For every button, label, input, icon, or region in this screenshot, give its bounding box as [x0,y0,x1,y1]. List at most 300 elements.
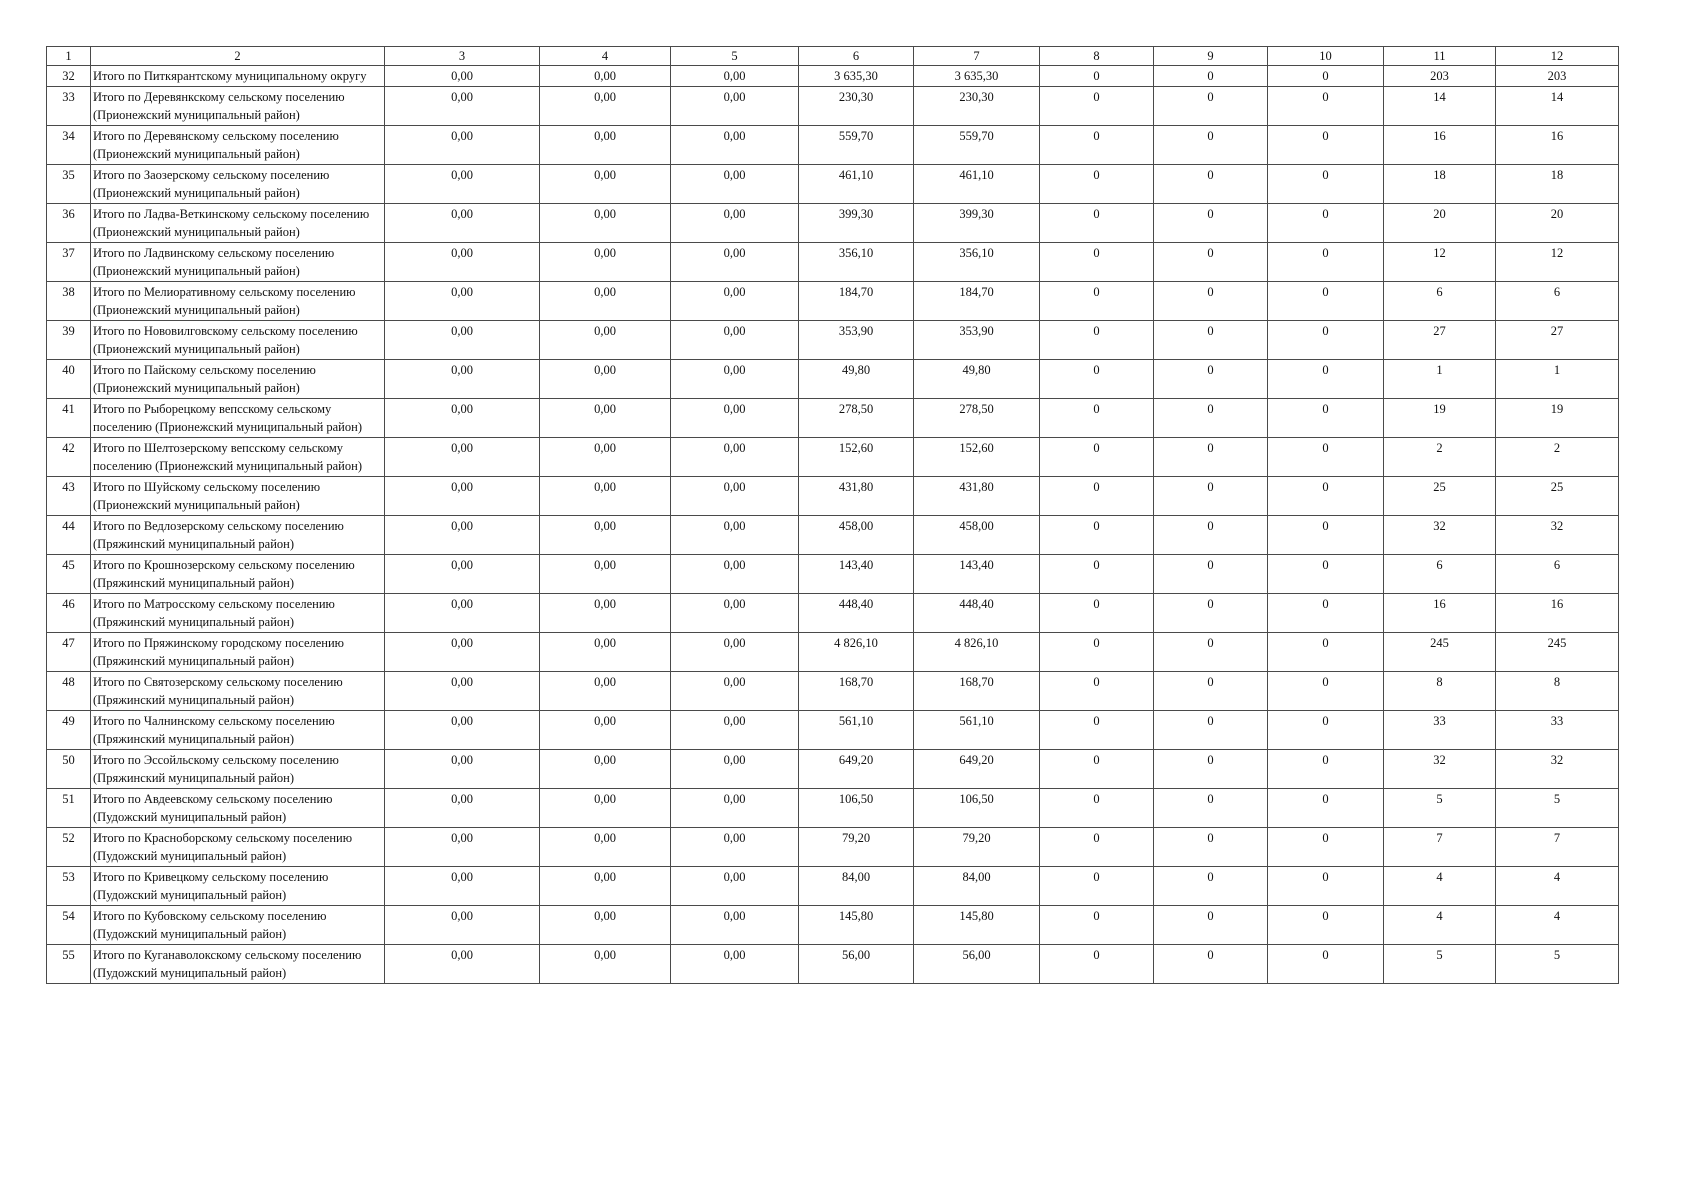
row-number: 44 [47,516,91,555]
row-number: 55 [47,945,91,984]
cell-col-10: 0 [1268,282,1384,321]
cell-col-11: 18 [1384,165,1496,204]
cell-col-4: 0,00 [540,945,671,984]
cell-col-5: 0,00 [671,282,799,321]
cell-col-7: 84,00 [914,867,1040,906]
row-name: Итого по Деревянкскому сельскому поселению (Прионежский муниципальный район) [91,87,385,126]
cell-col-3: 0,00 [385,594,540,633]
cell-col-12: 32 [1496,750,1619,789]
cell-col-10: 0 [1268,945,1384,984]
cell-col-8: 0 [1040,594,1154,633]
cell-col-5: 0,00 [671,438,799,477]
cell-col-5: 0,00 [671,360,799,399]
row-name: Итого по Крошнозерскому сельскому поселению (Пряжинский муниципальный район) [91,555,385,594]
cell-col-7: 458,00 [914,516,1040,555]
row-number: 54 [47,906,91,945]
cell-col-11: 33 [1384,711,1496,750]
cell-col-3: 0,00 [385,906,540,945]
cell-col-6: 152,60 [799,438,914,477]
cell-col-4: 0,00 [540,243,671,282]
row-name: Итого по Святозерскому сельскому поселению (Пряжинский муниципальный район) [91,672,385,711]
cell-col-6: 145,80 [799,906,914,945]
cell-col-6: 448,40 [799,594,914,633]
cell-col-4: 0,00 [540,594,671,633]
column-header-3: 3 [385,47,540,66]
column-header-11: 11 [1384,47,1496,66]
cell-col-10: 0 [1268,516,1384,555]
row-name: Итого по Нововилговскому сельскому поселению (Прионежский муниципальный район) [91,321,385,360]
table-row [47,126,1619,165]
cell-col-4: 0,00 [540,360,671,399]
cell-col-6: 56,00 [799,945,914,984]
cell-col-5: 0,00 [671,555,799,594]
cell-col-12: 5 [1496,945,1619,984]
cell-col-10: 0 [1268,633,1384,672]
table-row [47,750,1619,789]
cell-col-8: 0 [1040,438,1154,477]
table-row [47,711,1619,750]
cell-col-4: 0,00 [540,477,671,516]
cell-col-10: 0 [1268,594,1384,633]
cell-col-4: 0,00 [540,789,671,828]
cell-col-5: 0,00 [671,204,799,243]
cell-col-5: 0,00 [671,243,799,282]
cell-col-8: 0 [1040,204,1154,243]
cell-col-11: 1 [1384,360,1496,399]
cell-col-4: 0,00 [540,66,671,87]
cell-col-8: 0 [1040,867,1154,906]
row-number: 35 [47,165,91,204]
cell-col-3: 0,00 [385,477,540,516]
cell-col-6: 106,50 [799,789,914,828]
cell-col-11: 4 [1384,867,1496,906]
row-name: Итого по Пайскому сельскому поселению (Прионежский муниципальный район) [91,360,385,399]
cell-col-9: 0 [1154,282,1268,321]
row-number: 36 [47,204,91,243]
cell-col-12: 245 [1496,633,1619,672]
cell-col-8: 0 [1040,750,1154,789]
cell-col-6: 4 826,10 [799,633,914,672]
cell-col-4: 0,00 [540,399,671,438]
row-number: 49 [47,711,91,750]
cell-col-4: 0,00 [540,633,671,672]
table-row [47,516,1619,555]
cell-col-4: 0,00 [540,750,671,789]
row-name: Итого по Красноборскому сельскому поселению (Пудожский муниципальный район) [91,828,385,867]
cell-col-6: 168,70 [799,672,914,711]
cell-col-3: 0,00 [385,828,540,867]
row-number: 33 [47,87,91,126]
cell-col-11: 25 [1384,477,1496,516]
row-number: 34 [47,126,91,165]
cell-col-8: 0 [1040,243,1154,282]
cell-col-5: 0,00 [671,828,799,867]
cell-col-4: 0,00 [540,516,671,555]
cell-col-3: 0,00 [385,165,540,204]
cell-col-12: 203 [1496,66,1619,87]
cell-col-7: 184,70 [914,282,1040,321]
cell-col-7: 143,40 [914,555,1040,594]
cell-col-5: 0,00 [671,66,799,87]
cell-col-6: 649,20 [799,750,914,789]
cell-col-12: 19 [1496,399,1619,438]
cell-col-7: 4 826,10 [914,633,1040,672]
cell-col-4: 0,00 [540,672,671,711]
table-body [47,66,1619,984]
cell-col-3: 0,00 [385,750,540,789]
cell-col-10: 0 [1268,438,1384,477]
table-row [47,438,1619,477]
row-name: Итого по Мелиоративному сельскому поселению (Прионежский муниципальный район) [91,282,385,321]
row-name: Итого по Питкярантскому муниципальному округу [91,66,385,87]
table-header [47,47,1619,66]
cell-col-8: 0 [1040,87,1154,126]
row-name: Итого по Ладва-Веткинскому сельскому поселению (Прионежский муниципальный район) [91,204,385,243]
cell-col-11: 6 [1384,555,1496,594]
cell-col-12: 4 [1496,867,1619,906]
cell-col-5: 0,00 [671,789,799,828]
cell-col-8: 0 [1040,399,1154,438]
row-number: 52 [47,828,91,867]
cell-col-12: 33 [1496,711,1619,750]
cell-col-12: 25 [1496,477,1619,516]
cell-col-6: 431,80 [799,477,914,516]
cell-col-9: 0 [1154,633,1268,672]
cell-col-7: 561,10 [914,711,1040,750]
row-number: 37 [47,243,91,282]
cell-col-6: 458,00 [799,516,914,555]
cell-col-10: 0 [1268,672,1384,711]
cell-col-9: 0 [1154,750,1268,789]
cell-col-4: 0,00 [540,204,671,243]
cell-col-10: 0 [1268,126,1384,165]
row-number: 45 [47,555,91,594]
cell-col-11: 19 [1384,399,1496,438]
cell-col-10: 0 [1268,477,1384,516]
column-header-12: 12 [1496,47,1619,66]
cell-col-3: 0,00 [385,399,540,438]
cell-col-7: 353,90 [914,321,1040,360]
cell-col-8: 0 [1040,672,1154,711]
table-row [47,243,1619,282]
cell-col-9: 0 [1154,165,1268,204]
cell-col-9: 0 [1154,594,1268,633]
column-header-6: 6 [799,47,914,66]
cell-col-10: 0 [1268,87,1384,126]
cell-col-7: 278,50 [914,399,1040,438]
cell-col-12: 4 [1496,906,1619,945]
cell-col-12: 6 [1496,282,1619,321]
cell-col-3: 0,00 [385,438,540,477]
cell-col-3: 0,00 [385,321,540,360]
row-number: 48 [47,672,91,711]
cell-col-4: 0,00 [540,282,671,321]
cell-col-6: 353,90 [799,321,914,360]
cell-col-3: 0,00 [385,867,540,906]
cell-col-7: 49,80 [914,360,1040,399]
cell-col-12: 8 [1496,672,1619,711]
cell-col-12: 6 [1496,555,1619,594]
cell-col-9: 0 [1154,516,1268,555]
cell-col-6: 278,50 [799,399,914,438]
row-number: 43 [47,477,91,516]
cell-col-12: 5 [1496,789,1619,828]
cell-col-4: 0,00 [540,126,671,165]
cell-col-10: 0 [1268,555,1384,594]
cell-col-3: 0,00 [385,789,540,828]
row-name: Итого по Ладвинскому сельскому поселению (Прионежский муниципальный район) [91,243,385,282]
cell-col-3: 0,00 [385,126,540,165]
row-name: Итого по Заозерскому сельскому поселению (Прионежский муниципальный район) [91,165,385,204]
cell-col-12: 32 [1496,516,1619,555]
table-row [47,906,1619,945]
cell-col-8: 0 [1040,633,1154,672]
cell-col-10: 0 [1268,867,1384,906]
row-name: Итого по Пряжинскому городскому поселению (Пряжинский муниципальный район) [91,633,385,672]
table-row [47,945,1619,984]
cell-col-8: 0 [1040,711,1154,750]
cell-col-4: 0,00 [540,867,671,906]
column-header-4: 4 [540,47,671,66]
cell-col-5: 0,00 [671,711,799,750]
cell-col-6: 84,00 [799,867,914,906]
cell-col-11: 6 [1384,282,1496,321]
row-name: Итого по Кривецкому сельскому поселению (Пудожский муниципальный район) [91,867,385,906]
cell-col-5: 0,00 [671,126,799,165]
column-header-7: 7 [914,47,1040,66]
cell-col-12: 14 [1496,87,1619,126]
row-number: 41 [47,399,91,438]
cell-col-11: 12 [1384,243,1496,282]
cell-col-7: 431,80 [914,477,1040,516]
cell-col-11: 4 [1384,906,1496,945]
cell-col-10: 0 [1268,750,1384,789]
cell-col-8: 0 [1040,789,1154,828]
cell-col-8: 0 [1040,321,1154,360]
cell-col-5: 0,00 [671,87,799,126]
cell-col-10: 0 [1268,789,1384,828]
cell-col-7: 559,70 [914,126,1040,165]
row-name: Итого по Авдеевскому сельскому поселению (Пудожский муниципальный район) [91,789,385,828]
cell-col-10: 0 [1268,360,1384,399]
row-number: 32 [47,66,91,87]
cell-col-11: 5 [1384,945,1496,984]
cell-col-3: 0,00 [385,516,540,555]
cell-col-3: 0,00 [385,243,540,282]
table-row [47,672,1619,711]
cell-col-9: 0 [1154,399,1268,438]
row-name: Итого по Шелтозерскому вепсскому сельскому поселению (Прионежский муниципальный район) [91,438,385,477]
cell-col-7: 145,80 [914,906,1040,945]
table-row [47,66,1619,87]
cell-col-9: 0 [1154,945,1268,984]
cell-col-11: 8 [1384,672,1496,711]
table-row [47,867,1619,906]
cell-col-4: 0,00 [540,438,671,477]
cell-col-11: 20 [1384,204,1496,243]
table-row [47,399,1619,438]
table-row [47,282,1619,321]
cell-col-9: 0 [1154,126,1268,165]
cell-col-8: 0 [1040,360,1154,399]
cell-col-6: 399,30 [799,204,914,243]
row-name: Итого по Рыборецкому вепсскому сельскому поселению (Прионежский муниципальный район) [91,399,385,438]
cell-col-6: 79,20 [799,828,914,867]
cell-col-3: 0,00 [385,66,540,87]
cell-col-5: 0,00 [671,594,799,633]
cell-col-5: 0,00 [671,672,799,711]
cell-col-10: 0 [1268,165,1384,204]
cell-col-3: 0,00 [385,711,540,750]
cell-col-11: 16 [1384,126,1496,165]
cell-col-7: 79,20 [914,828,1040,867]
cell-col-11: 245 [1384,633,1496,672]
cell-col-9: 0 [1154,828,1268,867]
column-header-2: 2 [91,47,385,66]
cell-col-3: 0,00 [385,633,540,672]
cell-col-11: 5 [1384,789,1496,828]
cell-col-4: 0,00 [540,165,671,204]
cell-col-4: 0,00 [540,321,671,360]
cell-col-8: 0 [1040,906,1154,945]
cell-col-11: 203 [1384,66,1496,87]
table-row [47,789,1619,828]
cell-col-3: 0,00 [385,672,540,711]
table-row [47,555,1619,594]
cell-col-10: 0 [1268,321,1384,360]
cell-col-9: 0 [1154,360,1268,399]
cell-col-6: 143,40 [799,555,914,594]
table-row [47,204,1619,243]
cell-col-11: 2 [1384,438,1496,477]
cell-col-8: 0 [1040,165,1154,204]
row-number: 47 [47,633,91,672]
cell-col-3: 0,00 [385,204,540,243]
column-header-9: 9 [1154,47,1268,66]
cell-col-9: 0 [1154,867,1268,906]
cell-col-6: 561,10 [799,711,914,750]
cell-col-6: 184,70 [799,282,914,321]
cell-col-4: 0,00 [540,711,671,750]
cell-col-5: 0,00 [671,906,799,945]
cell-col-6: 230,30 [799,87,914,126]
cell-col-8: 0 [1040,477,1154,516]
cell-col-5: 0,00 [671,516,799,555]
cell-col-7: 106,50 [914,789,1040,828]
cell-col-10: 0 [1268,66,1384,87]
row-number: 38 [47,282,91,321]
header-row [47,47,1619,66]
data-table [46,46,1619,984]
cell-col-10: 0 [1268,204,1384,243]
cell-col-12: 2 [1496,438,1619,477]
column-header-10: 10 [1268,47,1384,66]
cell-col-9: 0 [1154,906,1268,945]
cell-col-10: 0 [1268,828,1384,867]
cell-col-6: 3 635,30 [799,66,914,87]
cell-col-5: 0,00 [671,633,799,672]
cell-col-8: 0 [1040,282,1154,321]
table-row [47,828,1619,867]
row-name: Итого по Кубовскому сельскому поселению (Пудожский муниципальный район) [91,906,385,945]
row-name: Итого по Чалнинскому сельскому поселению (Пряжинский муниципальный район) [91,711,385,750]
cell-col-11: 32 [1384,516,1496,555]
cell-col-11: 14 [1384,87,1496,126]
cell-col-8: 0 [1040,945,1154,984]
cell-col-12: 12 [1496,243,1619,282]
row-number: 46 [47,594,91,633]
cell-col-7: 461,10 [914,165,1040,204]
cell-col-8: 0 [1040,828,1154,867]
row-name: Итого по Эссойльскому сельскому поселению (Пряжинский муниципальный район) [91,750,385,789]
cell-col-8: 0 [1040,516,1154,555]
cell-col-11: 16 [1384,594,1496,633]
row-name: Итого по Ведлозерскому сельскому поселению (Пряжинский муниципальный район) [91,516,385,555]
cell-col-3: 0,00 [385,282,540,321]
row-number: 39 [47,321,91,360]
row-number: 50 [47,750,91,789]
cell-col-7: 399,30 [914,204,1040,243]
row-number: 51 [47,789,91,828]
cell-col-6: 559,70 [799,126,914,165]
cell-col-12: 27 [1496,321,1619,360]
cell-col-3: 0,00 [385,360,540,399]
cell-col-7: 168,70 [914,672,1040,711]
cell-col-10: 0 [1268,399,1384,438]
cell-col-10: 0 [1268,711,1384,750]
cell-col-12: 20 [1496,204,1619,243]
table-row [47,477,1619,516]
cell-col-9: 0 [1154,87,1268,126]
row-number: 53 [47,867,91,906]
row-name: Итого по Шуйскому сельскому поселению (Прионежский муниципальный район) [91,477,385,516]
cell-col-12: 7 [1496,828,1619,867]
table-row [47,360,1619,399]
cell-col-12: 18 [1496,165,1619,204]
cell-col-4: 0,00 [540,906,671,945]
cell-col-7: 56,00 [914,945,1040,984]
cell-col-11: 7 [1384,828,1496,867]
cell-col-9: 0 [1154,477,1268,516]
cell-col-5: 0,00 [671,750,799,789]
cell-col-5: 0,00 [671,165,799,204]
cell-col-8: 0 [1040,66,1154,87]
cell-col-4: 0,00 [540,828,671,867]
cell-col-5: 0,00 [671,399,799,438]
table-row [47,594,1619,633]
cell-col-11: 27 [1384,321,1496,360]
cell-col-12: 1 [1496,360,1619,399]
cell-col-10: 0 [1268,906,1384,945]
cell-col-7: 3 635,30 [914,66,1040,87]
row-name: Итого по Куганаволокскому сельскому поселению (Пудожский муниципальный район) [91,945,385,984]
cell-col-7: 152,60 [914,438,1040,477]
cell-col-9: 0 [1154,672,1268,711]
cell-col-6: 356,10 [799,243,914,282]
cell-col-3: 0,00 [385,87,540,126]
cell-col-7: 448,40 [914,594,1040,633]
cell-col-9: 0 [1154,204,1268,243]
row-name: Итого по Матросскому сельскому поселению (Пряжинский муниципальный район) [91,594,385,633]
cell-col-8: 0 [1040,555,1154,594]
cell-col-4: 0,00 [540,87,671,126]
cell-col-5: 0,00 [671,867,799,906]
table-row [47,321,1619,360]
column-header-1: 1 [47,47,91,66]
table-row [47,633,1619,672]
cell-col-8: 0 [1040,126,1154,165]
cell-col-7: 649,20 [914,750,1040,789]
